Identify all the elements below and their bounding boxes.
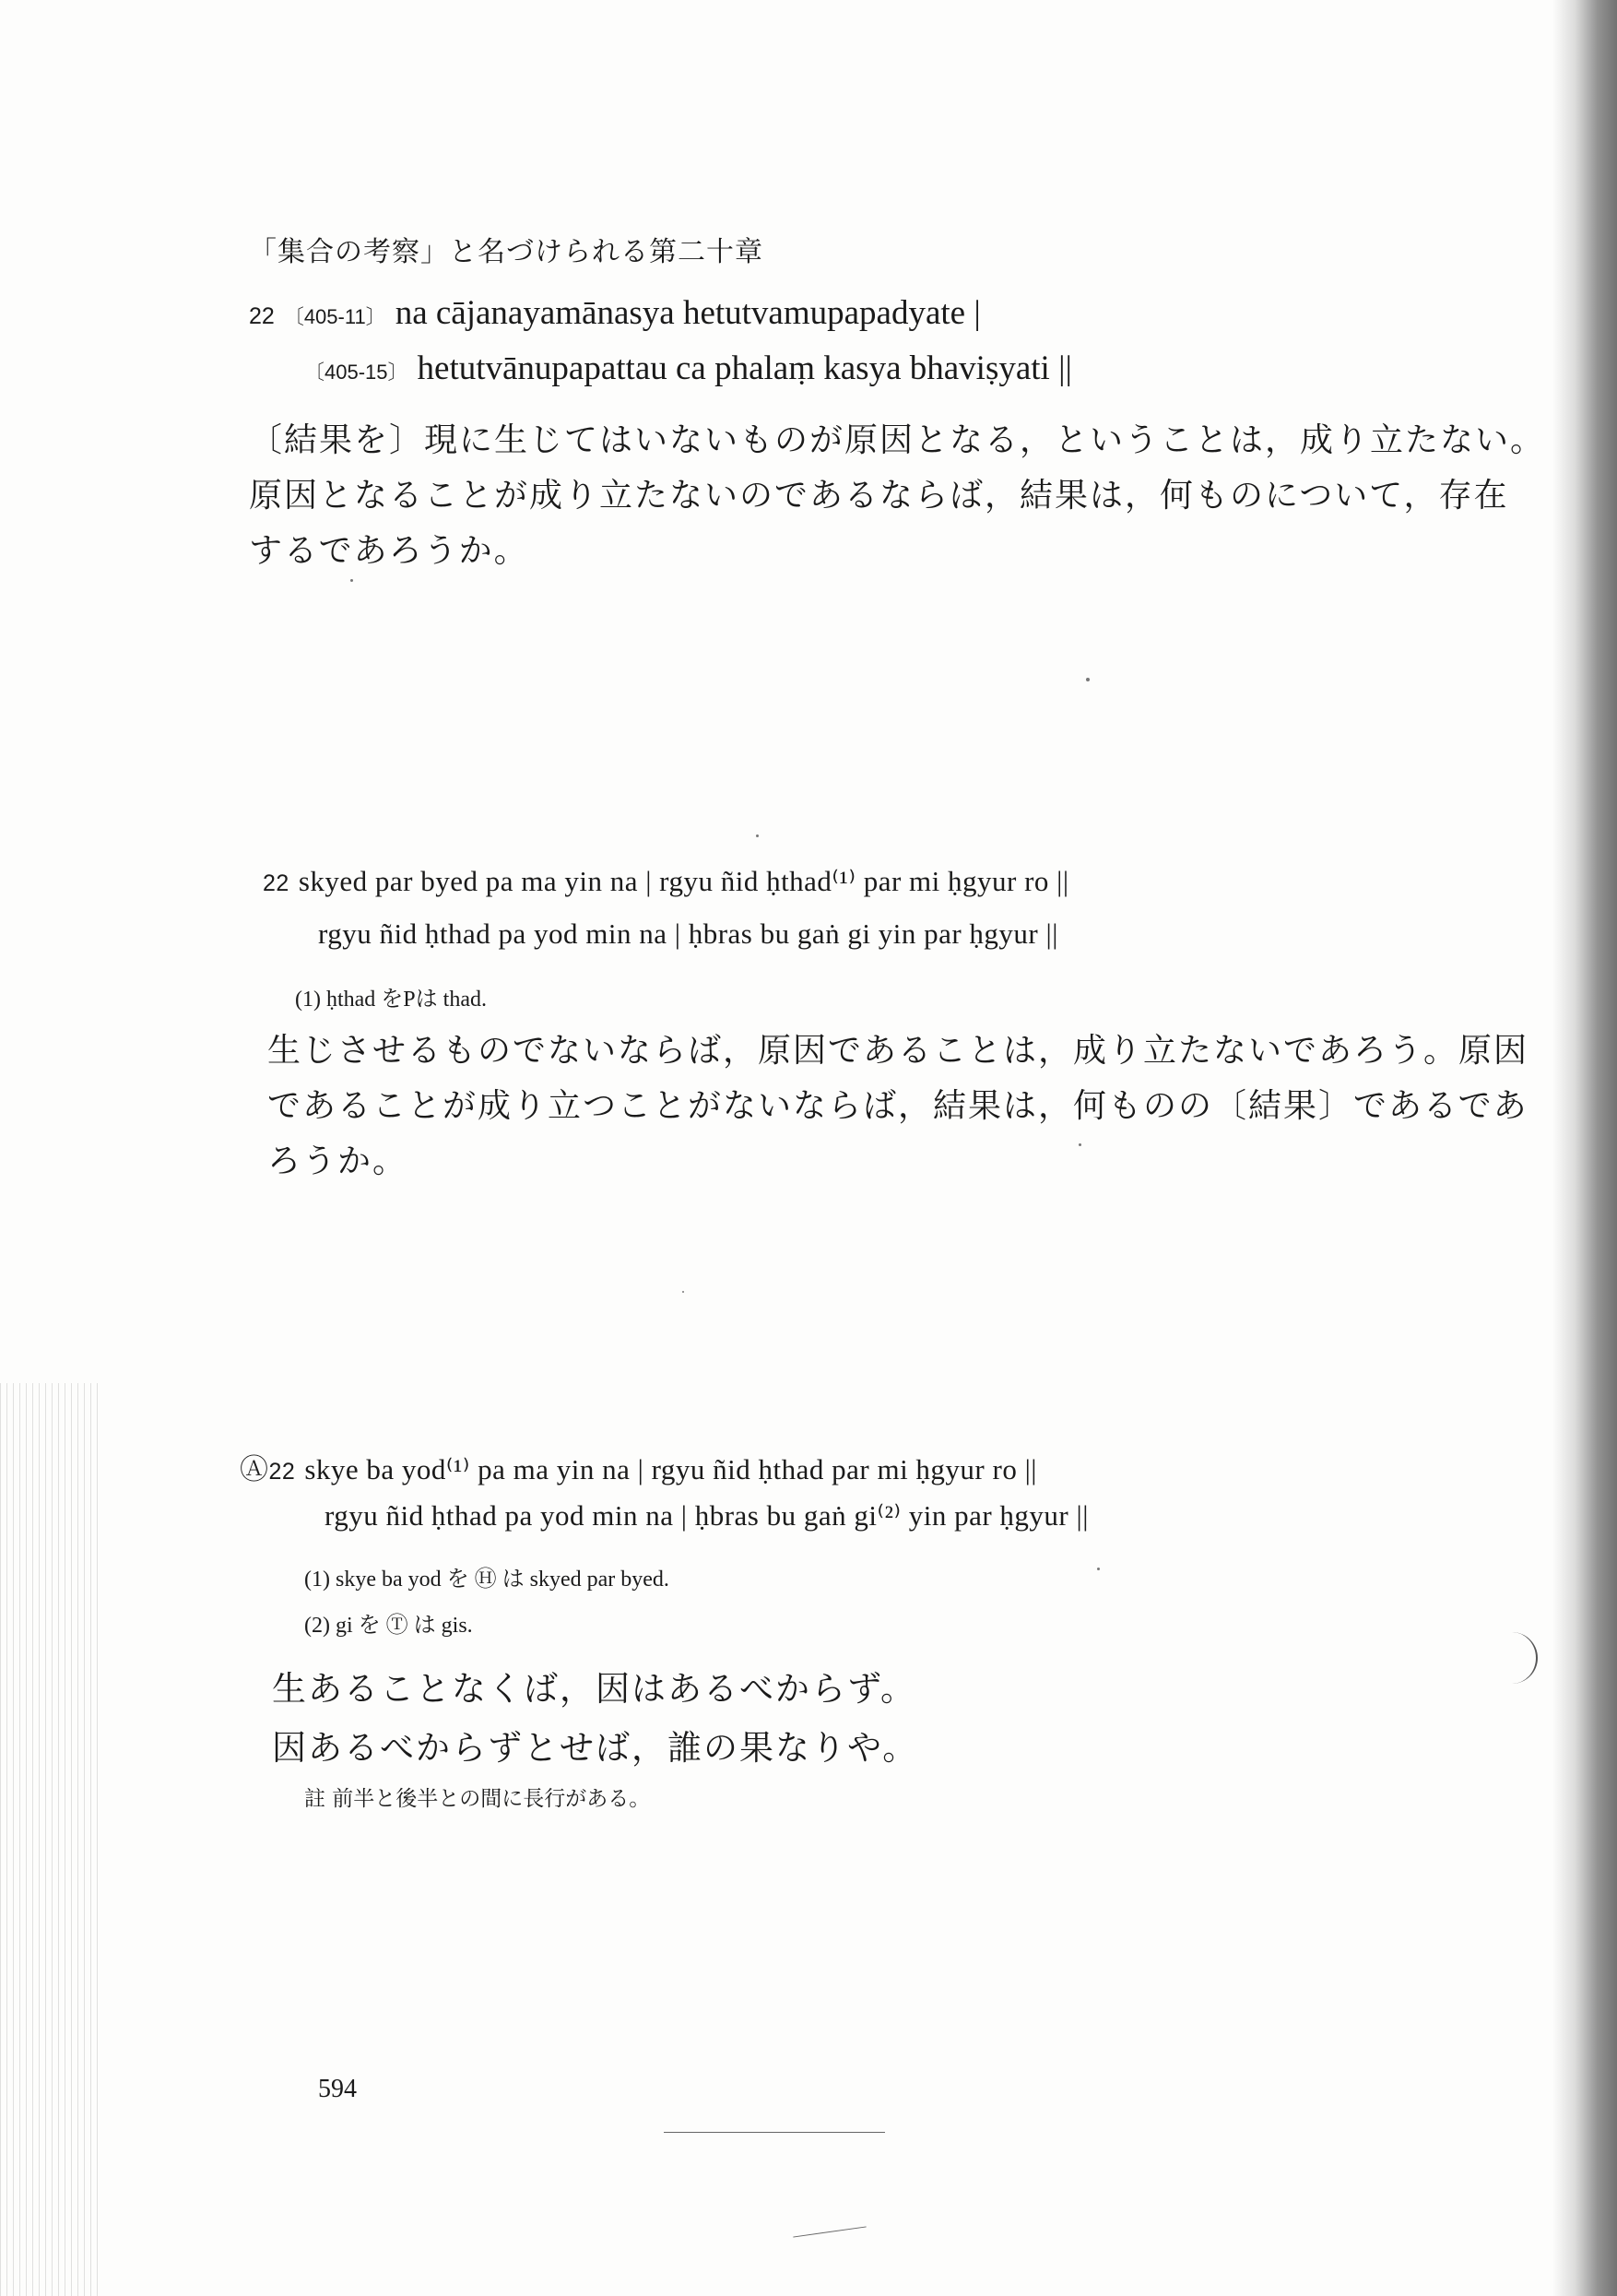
translation-2 [267,1024,1528,1189]
scan-speck [1097,1568,1100,1570]
translation-1-line-2: 原因となることが成り立たないのであるならば，結果は，何ものについて，存在 [249,477,1509,515]
sanskrit-text-2: hetutvānupapattau ca phalaṃ kasya bhaviṣyati || [417,349,1072,387]
tibetan-p-text-1: skyed par byed pa ma yin na | rgyu ñid ḥthad⁽¹⁾ par mi ḥgyur ro || [298,865,1069,897]
page-number: 594 [318,2075,357,2103]
scan-speck [682,1291,684,1293]
verse-reference: 〔405-15〕 [304,361,408,384]
margin-bracket-mark [1512,1632,1538,1684]
tibetan-a-text-1: skye ba yod⁽¹⁾ pa ma yin na | rgyu ñid ḥthad par mi ḥgyur ro || [304,1453,1037,1485]
translation-2-line-1: 生じさせるものでないならば，原因であることは，成り立たないであろう。原因 [267,1032,1529,1070]
scan-artifact-line [793,2226,866,2237]
sanskrit-text-1: na cājanayamānasya hetutvamupapadyate | [395,294,981,332]
translation-3-line-1: 生あることなくば，因はあるべからず。 [272,1669,917,1709]
tibetan-a-note-1: (1) skye ba yod を Ⓗ は skyed par byed. [304,1568,669,1592]
tibetan-p-line-2: rgyu ñid ḥthad pa yod min na | ḥbras bu gaṅ gi yin par ḥgyur || [318,917,1058,950]
chapter-title: 「集合の考察」と名づけられる第二十章 [249,236,763,268]
scan-speck [756,834,759,837]
verse-number: 22 [249,303,275,329]
verse-reference: 〔405-11〕 [283,305,386,328]
tibetan-p-note-1: (1) ḥthad をPは thad. [295,988,487,1012]
scan-speck [1079,1143,1081,1146]
scan-artifact-line [664,2132,885,2133]
scan-speck [1086,678,1090,681]
tibetan-a-line-1 [240,1446,1037,1487]
translation-1-line-1: 〔結果を〕現に生じてはいないものが原因となる，ということは，成り立たない。 [249,421,1546,459]
translation-3 [272,1660,918,1778]
translation-3-note: 註 前半と後半との間に長行がある。 [304,1787,651,1811]
tibetan-a-line-2: rgyu ñid ḥthad pa yod min na | ḥbras bu gaṅ gi⁽²⁾ yin par ḥgyur || [325,1499,1089,1532]
scan-shadow-left [0,1383,101,2296]
verse-number: 22 [263,870,289,896]
translation-2-line-3: ろうか。 [267,1142,408,1180]
sanskrit-line-2 [304,349,1072,388]
scan-shadow-right [1552,0,1617,2296]
verse-number: 22 [268,1459,296,1485]
translation-2-line-2: であることが成り立つことがないならば，結果は，何ものの〔結果〕であるであ [267,1087,1528,1125]
scan-speck [350,579,353,582]
sanskrit-line-1 [249,293,981,333]
translation-1 [249,413,1545,579]
translation-3-line-2: 因あるべからずとせば，誰の果なりや。 [272,1728,919,1768]
translation-1-line-3: するであろうか。 [249,532,529,570]
tibetan-p-line-1 [263,865,1069,898]
edition-marker: Ⓐ [240,1453,269,1485]
tibetan-a-note-2: (2) gi を Ⓣ は gis. [304,1614,473,1638]
